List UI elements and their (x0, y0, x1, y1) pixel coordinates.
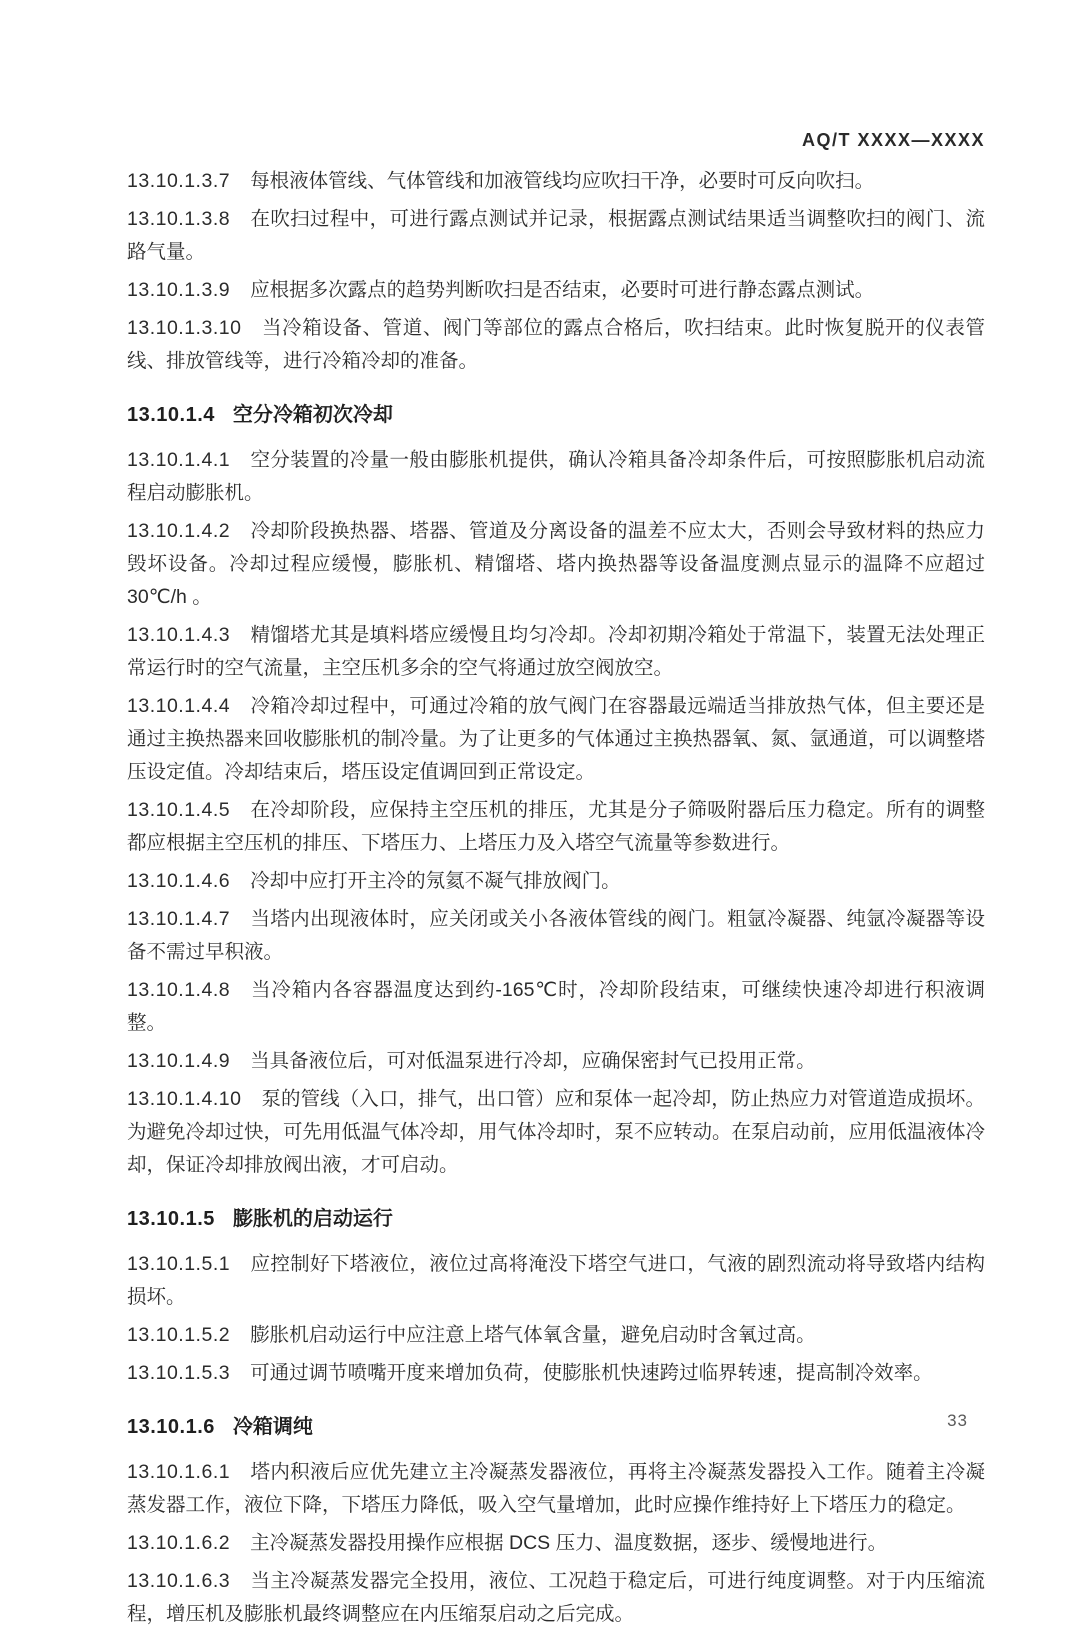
clause-paragraph (127, 165, 985, 198)
clause-paragraph (127, 903, 985, 969)
clause-text: 当塔内出现液体时，应关闭或关小各液体管线的阀门。粗氩冷凝器、纯氩冷凝器等设备不需过早积液。 (127, 908, 985, 963)
clause-text: 在冷却阶段，应保持主空压机的排压，尤其是分子筛吸附器后压力稳定。所有的调整都应根据主空压机的排压、下塔压力、上塔压力及入塔空气流量等参数进行。 (127, 799, 985, 854)
clause-number: 13.10.1.3.7 (127, 170, 231, 192)
clause-number: 13.10.1.5.3 (127, 1362, 231, 1384)
clause-number: 13.10.1.4.8 (127, 979, 231, 1001)
section-title: 膨胀机的启动运行 (232, 1208, 393, 1230)
clause-number: 13.10.1.4.3 (127, 624, 231, 646)
section-heading (127, 1206, 985, 1232)
clause-paragraph (127, 1083, 985, 1182)
clause-paragraph (127, 619, 985, 685)
clause-paragraph (127, 794, 985, 860)
clause-text: 可通过调节喷嘴开度来增加负荷，使膨胀机快速跨过临界转速，提高制冷效率。 (250, 1362, 933, 1384)
clause-number: 13.10.1.4.7 (127, 908, 231, 930)
clause-paragraph (127, 1527, 985, 1560)
clause-paragraph (127, 444, 985, 510)
page-number: 33 (947, 1411, 968, 1430)
clause-number: 13.10.1.5.1 (127, 1253, 231, 1275)
clause-number: 13.10.1.4.10 (127, 1088, 242, 1110)
clause-text: 膨胀机启动运行中应注意上塔气体氧含量，避免启动时含氧过高。 (250, 1324, 816, 1346)
clause-text: 泵的管线（入口，排气，出口管）应和泵体一起冷却，防止热应力对管道造成损坏。为避免冷却过快，可先用低温气体冷却，用气体冷却时，泵不应转动。在泵启动前，应用低温液体冷却，保证冷却排放阀出液，才可启动。 (127, 1088, 986, 1176)
clause-text: 应控制好下塔液位，液位过高将淹没下塔空气进口，气液的剧烈流动将导致塔内结构损坏。 (127, 1253, 985, 1308)
clause-text: 当主冷凝蒸发器完全投用，液位、工况趋于稳定后，可进行纯度调整。对于内压缩流程，增压机及膨胀机最终调整应在内压缩泵启动之后完成。 (127, 1570, 985, 1625)
clause-paragraph (127, 274, 985, 307)
clause-number: 13.10.1.4.5 (127, 799, 231, 821)
section-heading (127, 402, 985, 428)
clause-number: 13.10.1.4.4 (127, 695, 231, 717)
clause-text: 精馏塔尤其是填料塔应缓慢且均匀冷却。冷却初期冷箱处于常温下，装置无法处理正常运行时的空气流量，主空压机多余的空气将通过放空阀放空。 (127, 624, 985, 679)
clause-paragraph (127, 203, 985, 269)
clause-text: 当具备液位后，可对低温泵进行冷却，应确保密封气已投用正常。 (250, 1050, 816, 1072)
clause-paragraph (127, 865, 985, 898)
clause-text: 在吹扫过程中，可进行露点测试并记录，根据露点测试结果适当调整吹扫的阀门、流路气量。 (127, 208, 985, 263)
clause-number: 13.10.1.4.6 (127, 870, 231, 892)
clause-text: 冷却中应打开主冷的氖氦不凝气排放阀门。 (250, 870, 621, 892)
clause-number: 13.10.1.3.8 (127, 208, 231, 230)
clause-paragraph (127, 1456, 985, 1522)
clause-text: 每根液体管线、气体管线和加液管线均应吹扫干净，必要时可反向吹扫。 (250, 170, 875, 192)
clause-text: 空分装置的冷量一般由膨胀机提供，确认冷箱具备冷却条件后，可按照膨胀机启动流程启动膨胀机。 (127, 449, 985, 504)
clause-paragraph (127, 1565, 985, 1631)
clause-number: 13.10.1.4.2 (127, 520, 231, 542)
section-title: 空分冷箱初次冷却 (232, 404, 393, 426)
section-number: 13.10.1.4 (127, 404, 215, 426)
clause-number: 13.10.1.5.2 (127, 1324, 231, 1346)
section-number: 13.10.1.5 (127, 1208, 215, 1230)
clause-number: 13.10.1.6.3 (127, 1570, 231, 1592)
clause-paragraph (127, 1357, 985, 1390)
document-header (127, 130, 985, 151)
section-title: 冷箱调纯 (232, 1416, 313, 1438)
clause-text: 冷箱冷却过程中，可通过冷箱的放气阀门在容器最远端适当排放热气体，但主要还是通过主换热器来回收膨胀机的制冷量。为了让更多的气体通过主换热器氧、氮、氩通道，可以调整塔压设定值。冷却结束后，塔压设定值调回到正常设定。 (127, 695, 986, 783)
clause-text: 冷却阶段换热器、塔器、管道及分离设备的温差不应太大，否则会导致材料的热应力毁坏设备。冷却过程应缓慢，膨胀机、精馏塔、塔内换热器等设备温度测点显示的温降不应超过 30℃/h 。 (127, 520, 985, 608)
clause-paragraph (127, 690, 985, 789)
clause-text: 当冷箱设备、管道、阀门等部位的露点合格后，吹扫结束。此时恢复脱开的仪表管线、排放管线等，进行冷箱冷却的准备。 (127, 317, 985, 372)
clause-number: 13.10.1.4.9 (127, 1050, 231, 1072)
clause-text: 塔内积液后应优先建立主冷凝蒸发器液位，再将主冷凝蒸发器投入工作。随着主冷凝蒸发器工作，液位下降，下塔压力降低，吸入空气量增加，此时应操作维持好上下塔压力的稳定。 (127, 1461, 985, 1516)
clause-text: 应根据多次露点的趋势判断吹扫是否结束，必要时可进行静态露点测试。 (250, 279, 875, 301)
clause-paragraph (127, 1319, 985, 1352)
document-footer (0, 1411, 1080, 1431)
clause-paragraph (127, 1045, 985, 1078)
clause-text: 主冷凝蒸发器投用操作应根据 DCS 压力、温度数据，逐步、缓慢地进行。 (250, 1532, 888, 1554)
section-number: 13.10.1.6 (127, 1416, 215, 1438)
clause-number: 13.10.1.6.1 (127, 1461, 231, 1483)
clause-number: 13.10.1.3.9 (127, 279, 231, 301)
clause-paragraph (127, 312, 985, 378)
clause-number: 13.10.1.3.10 (127, 317, 242, 339)
clause-paragraph (127, 515, 985, 614)
standard-code: AQ/T XXXX—XXXX (801, 130, 985, 150)
clause-number: 13.10.1.6.2 (127, 1532, 231, 1554)
clause-number: 13.10.1.4.1 (127, 449, 231, 471)
clause-paragraph (127, 974, 985, 1040)
clause-paragraph (127, 1248, 985, 1314)
clause-text: 当冷箱内各容器温度达到约-165℃时，冷却阶段结束，可继续快速冷却进行积液调整。 (127, 979, 985, 1034)
